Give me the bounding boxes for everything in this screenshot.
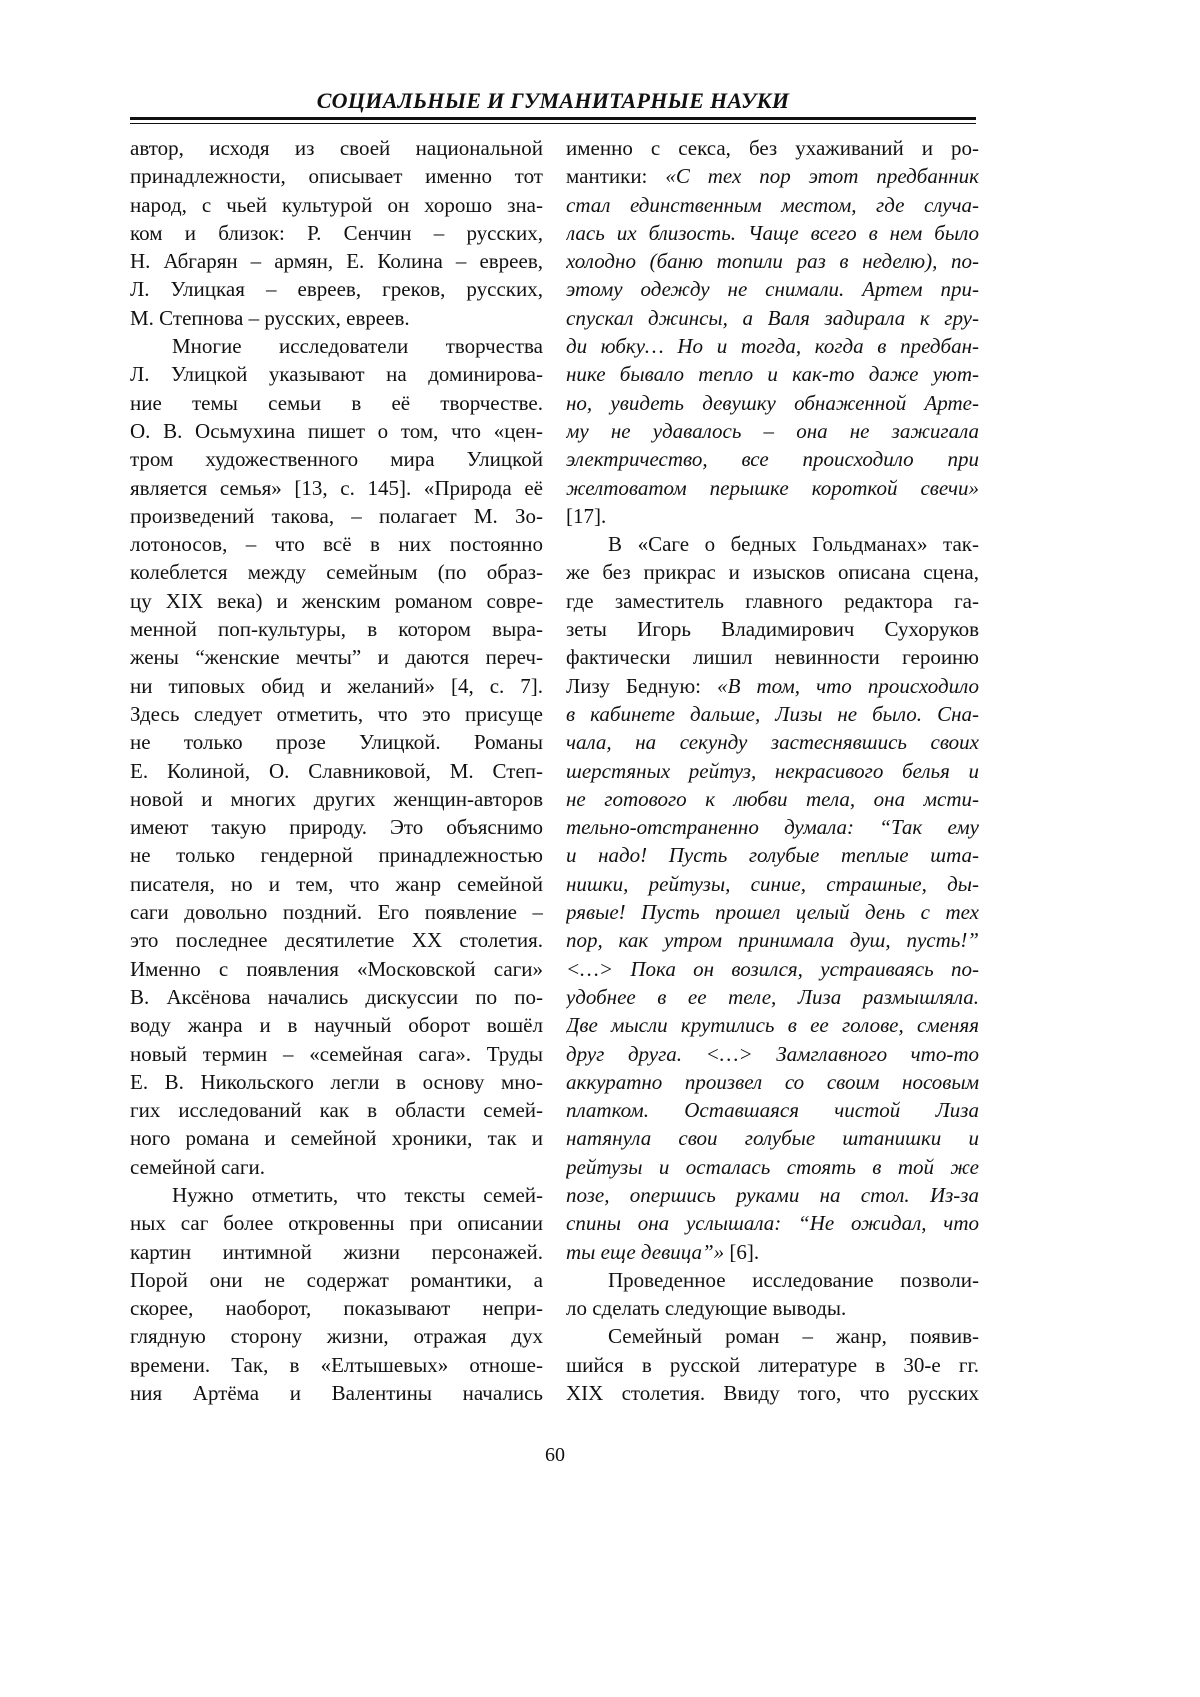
body-text: Семейный роман – жанр, появив-: [608, 1324, 979, 1348]
italic-quote-text: друг друга. <…> Замглавного что-то: [566, 1042, 979, 1066]
text-line: [130, 1322, 543, 1350]
body-text: принадлежности, описывает именно тот: [130, 164, 543, 188]
italic-quote-text: позе, опершись руками на стол. Из-за: [566, 1183, 979, 1207]
header-rule-thin: [130, 123, 976, 124]
italic-quote-text: Две мысли крутились в ее голове, сменяя: [566, 1013, 979, 1037]
body-text: Л. Улицкой указывают на доминирова-: [130, 362, 543, 386]
text-line: [130, 1294, 543, 1322]
text-line: [566, 1351, 979, 1379]
text-line: [566, 1068, 979, 1096]
italic-quote-text: ди юбку… Но и тогда, когда в предбан-: [566, 334, 979, 358]
body-text: народ, с чьей культурой он хорошо зна-: [130, 193, 543, 217]
italic-quote-text: стал единственным местом, где случа-: [566, 193, 979, 217]
running-header: СОЦИАЛЬНЫЕ И ГУМАНИТАРНЫЕ НАУКИ: [130, 88, 976, 114]
italic-quote-text: «В том, что происходило: [717, 674, 979, 698]
text-line: [130, 1209, 543, 1237]
italic-quote-text: «С тех пор этот предбанник: [665, 164, 979, 188]
text-line: [566, 417, 979, 445]
body-text: зеты Игорь Владимирович Сухоруков: [566, 617, 979, 641]
text-line: [566, 332, 979, 360]
text-line: [566, 785, 979, 813]
text-line: [566, 389, 979, 417]
italic-quote-text: лась их близость. Чаще всего в нем было: [566, 221, 979, 245]
body-text: ни типовых обид и желаний» [4, с. 7].: [130, 674, 543, 698]
text-line: [566, 1379, 979, 1407]
body-text: Л. Улицкая – евреев, греков, русских,: [130, 277, 543, 301]
body-text: картин интимной жизни персонажей.: [130, 1240, 543, 1264]
body-text: шийся в русской литературе в 30-е гг.: [566, 1353, 979, 1377]
body-text: новой и многих других женщин-авторов: [130, 787, 543, 811]
body-text: цу XIX века) и женским романом совре-: [130, 589, 543, 613]
body-text: Н. Абгарян – армян, Е. Колина – евреев,: [130, 249, 543, 273]
body-text: ния Артёма и Валентины начались: [130, 1381, 543, 1405]
body-text: воду жанра и в научный оборот вошёл: [130, 1013, 543, 1037]
text-line: [130, 304, 543, 332]
italic-quote-text: но, увидеть девушку обнаженной Арте-: [566, 391, 979, 415]
text-line: [130, 360, 543, 388]
body-text: О. В. Осьмухина пишет о том, что «цен-: [130, 419, 543, 443]
body-text: является семья» [13, с. 145]. «Природа её: [130, 476, 543, 500]
text-line: [130, 474, 543, 502]
body-text: произведений такова, – полагает М. Зо-: [130, 504, 543, 528]
column-left: [130, 134, 543, 1407]
text-line: [566, 1238, 979, 1266]
italic-quote-text: не готового к любви тела, она мсти-: [566, 787, 979, 811]
italic-quote-text: электричество, все происходило при: [566, 447, 979, 471]
body-text: В «Саге о бедных Гольдманах» так-: [608, 532, 979, 556]
text-line: [566, 474, 979, 502]
body-text: скорее, наоборот, показывают непри-: [130, 1296, 543, 1320]
text-line: [130, 813, 543, 841]
page-number: 60: [0, 1444, 1110, 1467]
body-text: Е. В. Никольского легли в основу мно-: [130, 1070, 543, 1094]
italic-quote-text: в кабинете дальше, Лизы не было. Сна-: [566, 702, 979, 726]
text-line: [130, 1011, 543, 1039]
text-line: [130, 502, 543, 530]
text-line: [566, 643, 979, 671]
body-text: менной поп-культуры, в котором выра-: [130, 617, 543, 641]
body-text: Проведенное исследование позволи-: [608, 1268, 979, 1292]
body-text: жены “женские мечты” и даются переч-: [130, 645, 543, 669]
text-line: [566, 1124, 979, 1152]
text-line: [566, 502, 979, 530]
italic-quote-text: этому одежду не снимали. Артем при-: [566, 277, 979, 301]
italic-quote-text: нишки, рейтузы, синие, страшные, ды-: [566, 872, 979, 896]
body-text: лотоносов, – что всё в них постоянно: [130, 532, 543, 556]
text-line: [130, 332, 543, 360]
body-text: ние темы семьи в её творчестве.: [130, 391, 543, 415]
text-line: [130, 134, 543, 162]
text-line: [566, 870, 979, 898]
body-text: тром художественного мира Улицкой: [130, 447, 543, 471]
body-text: [6].: [724, 1240, 759, 1264]
text-line: [130, 870, 543, 898]
text-line: [130, 587, 543, 615]
body-text: Нужно отметить, что тексты семей-: [172, 1183, 543, 1207]
text-line: [130, 785, 543, 813]
text-line: [130, 191, 543, 219]
text-line: [566, 926, 979, 954]
text-line: [130, 162, 543, 190]
italic-quote-text: шерстяных рейтуз, некрасивого белья и: [566, 759, 979, 783]
text-line: [130, 1040, 543, 1068]
text-line: [130, 672, 543, 700]
text-line: [130, 1379, 543, 1407]
italic-quote-text: спускал джинсы, а Валя задирала к гру-: [566, 306, 979, 330]
body-text: саги довольно поздний. Его появление –: [130, 900, 543, 924]
text-line: [566, 841, 979, 869]
text-line: [566, 191, 979, 219]
header-rule-thick: [130, 117, 976, 120]
body-text: имеют такую природу. Это объяснимо: [130, 815, 543, 839]
body-text: ных саг более откровенны при описании: [130, 1211, 543, 1235]
text-line: [566, 162, 979, 190]
text-line: [130, 1266, 543, 1294]
body-text: фактически лишил невинности героиню: [566, 645, 979, 669]
text-line: [130, 417, 543, 445]
body-text: колеблется между семейным (по образ-: [130, 560, 543, 584]
text-line: [130, 1181, 543, 1209]
text-line: [566, 360, 979, 388]
italic-quote-text: удобнее в ее теле, Лиза размышляла.: [566, 985, 979, 1009]
italic-quote-text: чала, на секунду застеснявшись своих: [566, 730, 979, 754]
text-line: [566, 813, 979, 841]
text-line: [130, 700, 543, 728]
text-line: [566, 1011, 979, 1039]
text-line: [130, 757, 543, 785]
italic-quote-text: ты еще девица”»: [566, 1240, 724, 1264]
text-line: [566, 700, 979, 728]
body-text: Здесь следует отметить, что это присуще: [130, 702, 543, 726]
body-text: Лизу Бедную:: [566, 674, 717, 698]
body-text: [17].: [566, 504, 606, 528]
text-line: [566, 558, 979, 586]
body-text: ло сделать следующие выводы.: [566, 1296, 846, 1320]
body-text: именно с секса, без ухаживаний и ро-: [566, 136, 979, 160]
italic-quote-text: натянула свои голубые штанишки и: [566, 1126, 979, 1150]
text-line: [130, 389, 543, 417]
text-line: [566, 1322, 979, 1350]
body-text: новый термин – «семейная сага». Труды: [130, 1042, 543, 1066]
text-line: [130, 955, 543, 983]
text-line: [130, 1068, 543, 1096]
text-line: [566, 955, 979, 983]
italic-quote-text: му не удавалось – она не зажигала: [566, 419, 979, 443]
text-line: [130, 1096, 543, 1124]
text-line: [130, 1153, 543, 1181]
body-text: Именно с появления «Московской саги»: [130, 957, 543, 981]
text-line: [130, 983, 543, 1011]
text-line: [566, 1266, 979, 1294]
text-line: [130, 615, 543, 643]
text-line: [130, 247, 543, 275]
body-text: где заместитель главного редактора га-: [566, 589, 979, 613]
text-line: [566, 757, 979, 785]
text-line: [130, 219, 543, 247]
italic-quote-text: спины она услышала: “Не ожидал, что: [566, 1211, 979, 1235]
italic-quote-text: рейтузы и осталась стоять в той же: [566, 1155, 979, 1179]
italic-quote-text: пор, как утром принимала душ, пусть!”: [566, 928, 979, 952]
text-line: [130, 1124, 543, 1152]
body-text: писателя, но и тем, что жанр семейной: [130, 872, 543, 896]
body-text: ком и близок: Р. Сенчин – русских,: [130, 221, 543, 245]
text-line: [566, 615, 979, 643]
italic-quote-text: аккуратно произвел со своим носовым: [566, 1070, 979, 1094]
body-text: глядную сторону жизни, отражая дух: [130, 1324, 543, 1348]
body-text: М. Степнова – русских, евреев.: [130, 306, 410, 330]
text-line: [566, 672, 979, 700]
body-text: Порой они не содержат романтики, а: [130, 1268, 543, 1292]
text-line: [566, 219, 979, 247]
text-line: [566, 134, 979, 162]
text-line: [566, 304, 979, 332]
body-text: это последнее десятилетие XX столетия.: [130, 928, 543, 952]
italic-quote-text: тельно-отстраненно думала: “Так ему: [566, 815, 979, 839]
text-line: [566, 530, 979, 558]
body-text: времени. Так, в «Елтышевых» отноше-: [130, 1353, 543, 1377]
italic-quote-text: рявые! Пусть прошел целый день с тех: [566, 900, 979, 924]
text-line: [130, 1238, 543, 1266]
text-line: [566, 445, 979, 473]
body-text: семейной саги.: [130, 1155, 265, 1179]
text-line: [566, 898, 979, 926]
text-line: [566, 1209, 979, 1237]
text-line: [566, 983, 979, 1011]
text-line: [566, 1040, 979, 1068]
text-line: [566, 275, 979, 303]
italic-quote-text: холодно (баню топили раз в неделю), по-: [566, 249, 979, 273]
italic-quote-text: платком. Оставшаяся чистой Лиза: [566, 1098, 979, 1122]
italic-quote-text: <…> Пока он возился, устраиваясь по-: [566, 957, 979, 981]
text-line: [130, 558, 543, 586]
body-text: ного романа и семейной хроники, так и: [130, 1126, 543, 1150]
text-line: [130, 1351, 543, 1379]
body-text: не только прозе Улицкой. Романы: [130, 730, 543, 754]
text-line: [130, 728, 543, 756]
body-text: мантики:: [566, 164, 665, 188]
italic-quote-text: и надо! Пусть голубые теплые шта-: [566, 843, 979, 867]
text-line: [566, 728, 979, 756]
body-text: же без прикрас и изысков описана сцена,: [566, 560, 979, 584]
body-text: гих исследований как в области семей-: [130, 1098, 543, 1122]
text-line: [130, 445, 543, 473]
text-line: [130, 530, 543, 558]
italic-quote-text: нике бывало тепло и как-то даже уют-: [566, 362, 979, 386]
text-line: [130, 926, 543, 954]
italic-quote-text: желтоватом перышке короткой свечи»: [566, 476, 979, 500]
text-line: [130, 898, 543, 926]
body-text: В. Аксёнова начались дискуссии по по-: [130, 985, 543, 1009]
text-line: [130, 643, 543, 671]
text-line: [566, 1096, 979, 1124]
body-text: Многие исследователи творчества: [172, 334, 543, 358]
text-line: [566, 587, 979, 615]
body-text: автор, исходя из своей национальной: [130, 136, 543, 160]
text-line: [566, 247, 979, 275]
text-line: [566, 1153, 979, 1181]
body-text: XIX столетия. Ввиду того, что русских: [566, 1381, 979, 1405]
body-text: не только гендерной принадлежностью: [130, 843, 543, 867]
text-line: [566, 1294, 979, 1322]
text-line: [130, 275, 543, 303]
body-text: Е. Колиной, О. Славниковой, М. Степ-: [130, 759, 543, 783]
column-right: [566, 134, 979, 1407]
text-line: [566, 1181, 979, 1209]
text-line: [130, 841, 543, 869]
